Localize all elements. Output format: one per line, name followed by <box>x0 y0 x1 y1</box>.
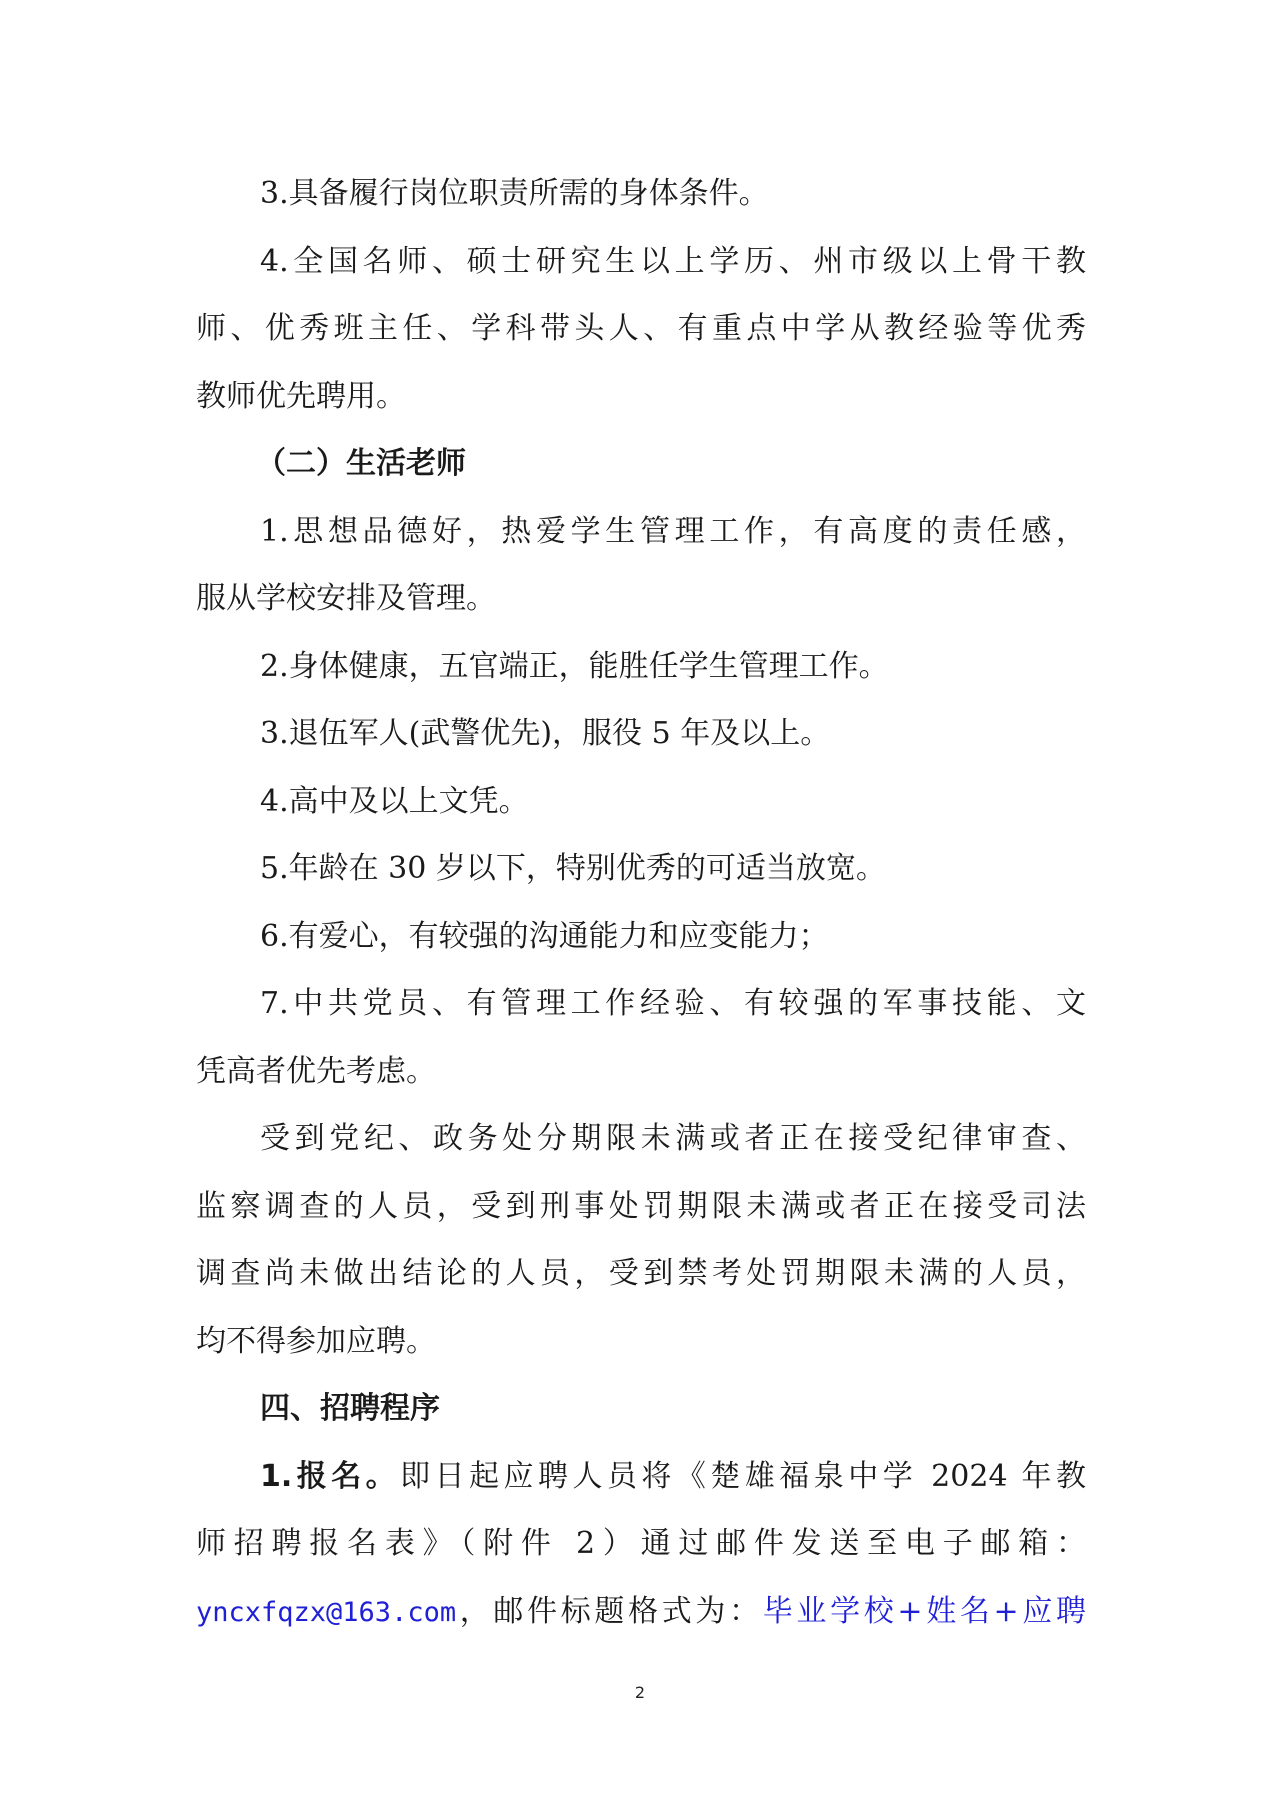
paragraph-line <box>196 700 1086 768</box>
section-subheading <box>196 430 1086 498</box>
line-text: 均不得参加应聘。 <box>196 1323 436 1359</box>
line-text: 凭高者优先考虑。 <box>196 1053 436 1089</box>
line-text: 4.高中及以上文凭。 <box>260 783 529 819</box>
line-text: 师、优秀班主任、学科带头人、有重点中学从教经验等优秀 <box>196 311 1086 346</box>
document-body <box>196 160 1086 1645</box>
paragraph-line <box>196 1038 1086 1106</box>
subheading-text: （二）生活老师 <box>256 446 466 481</box>
paragraph-line <box>196 768 1086 836</box>
paragraph-line <box>196 1240 1086 1308</box>
paragraph-line <box>196 970 1086 1038</box>
paragraph-line <box>196 363 1086 431</box>
line-text: 服从学校安排及管理。 <box>196 581 496 616</box>
line-text: 调查尚未做出结论的人员，受到禁考处罚期限未满的人员， <box>196 1256 1086 1291</box>
line-text: 4.全国名师、硕士研究生以上学历、州市级以上骨干教 <box>260 243 1086 279</box>
line-text: 6.有爱心，有较强的沟通能力和应变能力； <box>260 918 829 954</box>
paragraph-line <box>196 1308 1086 1376</box>
line-text: 3.具备履行岗位职责所需的身体条件。 <box>260 176 769 211</box>
paragraph-line <box>196 1443 1086 1511</box>
line-text: 教师优先聘用。 <box>196 378 406 414</box>
line-text: 3.退伍军人(武警优先)，服役 5 年及以上。 <box>260 716 831 751</box>
line-text: ，邮件标题格式为： <box>456 1593 763 1629</box>
paragraph-line <box>196 633 1086 701</box>
line-text: 监察调查的人员，受到刑事处罚期限未满或者正在接受司法 <box>196 1188 1086 1224</box>
paragraph-line <box>196 228 1086 296</box>
line-text: 1.思想品德好，热爱学生管理工作，有高度的责任感， <box>260 513 1086 549</box>
paragraph-line <box>196 903 1086 971</box>
paragraph-line <box>196 1105 1086 1173</box>
paragraph-line <box>196 160 1086 228</box>
item-label: 1.报名。 <box>260 1458 401 1494</box>
line-text: 5.年龄在 30 岁以下，特别优秀的可适当放宽。 <box>260 851 886 886</box>
line-text: 师招聘报名表》（附件 2）通过邮件发送至电子邮箱： <box>196 1526 1086 1561</box>
line-text: 2.身体健康，五官端正，能胜任学生管理工作。 <box>260 648 889 684</box>
line-text: 7.中共党员、有管理工作经验、有较强的军事技能、文 <box>260 986 1086 1021</box>
page-number: 2 <box>634 1683 646 1702</box>
heading-text: 四、招聘程序 <box>260 1391 440 1426</box>
paragraph-line <box>196 498 1086 566</box>
paragraph-line <box>196 1578 1086 1646</box>
paragraph-line <box>196 565 1086 633</box>
line-text: 即日起应聘人员将《楚雄福泉中学 2024 年教 <box>400 1458 1086 1494</box>
paragraph-line <box>196 1173 1086 1241</box>
paragraph-line <box>196 295 1086 363</box>
paragraph-line <box>196 1510 1086 1578</box>
highlighted-text: 毕业学校+姓名+应聘 <box>762 1593 1086 1629</box>
email-link[interactable]: yncxfqzx@163.com <box>196 1596 457 1628</box>
section-heading <box>196 1375 1086 1443</box>
paragraph-line <box>196 835 1086 903</box>
line-text: 受到党纪、政务处分期限未满或者正在接受纪律审查、 <box>260 1121 1086 1156</box>
